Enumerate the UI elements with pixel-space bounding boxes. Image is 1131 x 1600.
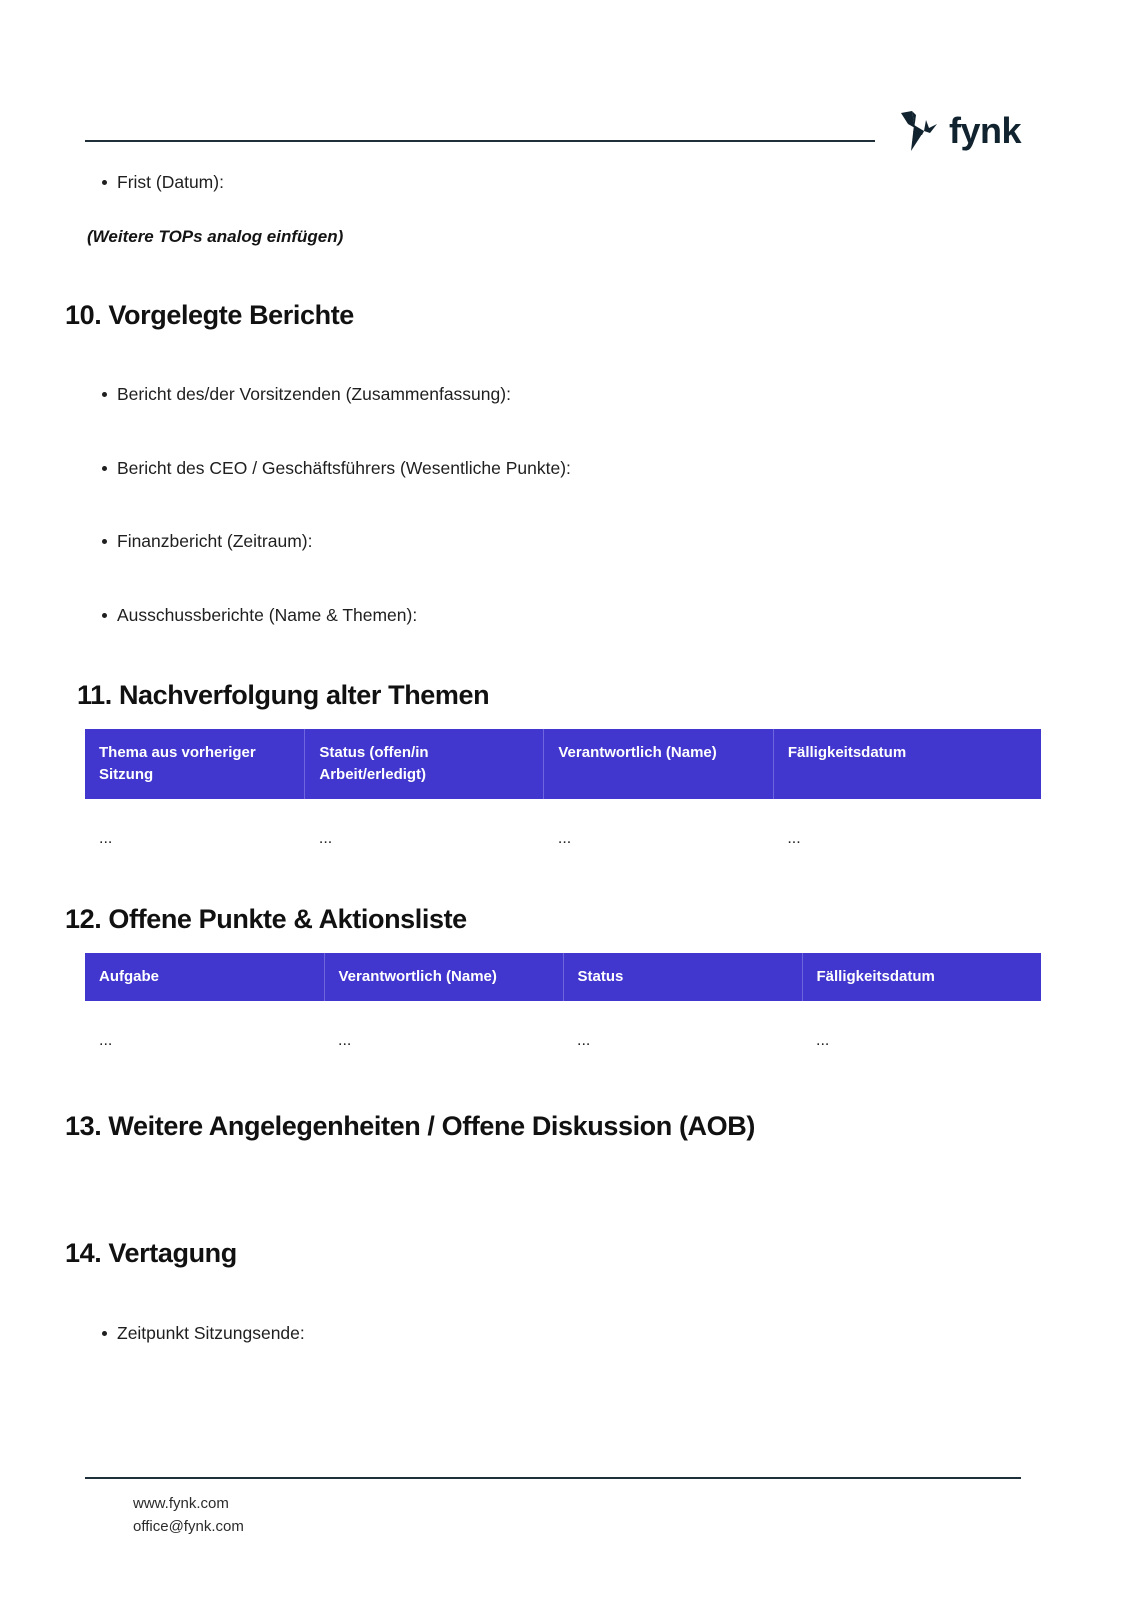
column-header-status: Status xyxy=(563,953,802,1001)
table-nachverfolgung xyxy=(85,729,1041,859)
table-body xyxy=(85,799,1041,860)
table-row xyxy=(85,1001,1041,1062)
spacer xyxy=(65,1271,1041,1321)
list-item-frist: Frist (Datum): xyxy=(65,170,1041,195)
cell-faelligkeitsdatum: ... xyxy=(802,1001,1041,1062)
page-header xyxy=(85,104,1021,160)
list-item: Bericht des/der Vorsitzenden (Zusammenfassung): xyxy=(65,382,1041,407)
table-header-row xyxy=(85,953,1041,1001)
cell-faelligkeitsdatum: ... xyxy=(773,799,1041,860)
spacer xyxy=(65,627,1041,679)
list-item: Bericht des CEO / Geschäftsführers (Wesentliche Punkte): xyxy=(65,456,1041,481)
footer-divider xyxy=(85,1477,1021,1479)
table-head xyxy=(85,729,1041,799)
footer-website[interactable]: www.fynk.com xyxy=(133,1495,229,1512)
footer-email[interactable]: office@fynk.com xyxy=(133,1517,244,1535)
spacer xyxy=(65,1062,1041,1110)
heading-section-13: 13. Weitere Angelegenheiten / Offene Diskussion (AOB) xyxy=(65,1110,755,1141)
page-footer xyxy=(85,1477,1021,1538)
list-section-10 xyxy=(65,382,1041,627)
spacer xyxy=(65,332,1041,382)
cell-verantwortlich: ... xyxy=(544,799,773,860)
table-aktionsliste xyxy=(85,953,1041,1062)
column-header-thema: Thema aus vorheriger Sitzung xyxy=(85,729,305,799)
cell-thema: ... xyxy=(85,799,305,860)
table-body xyxy=(85,1001,1041,1062)
heading-section-11: 11. Nachverfolgung alter Themen xyxy=(77,680,490,711)
table-head xyxy=(85,953,1041,1001)
header-divider xyxy=(85,140,875,142)
table-header-row xyxy=(85,729,1041,799)
list-item-sitzungsende: Zeitpunkt Sitzungsende: xyxy=(65,1321,1041,1346)
list-item: Finanzbericht (Zeitraum): xyxy=(65,529,1041,554)
footer-contact xyxy=(85,1493,1021,1538)
spacer xyxy=(65,195,1041,227)
column-header-status: Status (offen/in Arbeit/erledigt) xyxy=(305,729,544,799)
list-item: Ausschussberichte (Name & Themen): xyxy=(65,603,1041,628)
list-section-14 xyxy=(65,1321,1041,1346)
note-weitere-tops: (Weitere TOPs analog einfügen) xyxy=(87,226,344,246)
heading-section-14: 14. Vertagung xyxy=(65,1238,237,1269)
column-header-aufgabe: Aufgabe xyxy=(85,953,324,1001)
cell-aufgabe: ... xyxy=(85,1001,324,1062)
spacer xyxy=(65,859,1041,903)
brand-wordmark: fynk xyxy=(948,110,1021,151)
document-body xyxy=(65,170,1041,1346)
column-header-verantwortlich: Verantwortlich (Name) xyxy=(544,729,773,799)
table-row xyxy=(85,799,1041,860)
table-wrapper-section-11 xyxy=(65,729,1041,859)
cell-verantwortlich: ... xyxy=(324,1001,563,1062)
column-header-verantwortlich: Verantwortlich (Name) xyxy=(324,953,563,1001)
heading-section-12: 12. Offene Punkte & Aktionsliste xyxy=(65,904,467,935)
origami-bird-icon xyxy=(899,109,939,153)
cell-status: ... xyxy=(305,799,544,860)
heading-section-10: 10. Vorgelegte Berichte xyxy=(65,299,354,330)
cell-status: ... xyxy=(563,1001,802,1062)
spacer xyxy=(65,247,1041,299)
spacer xyxy=(65,1143,1041,1237)
column-header-faelligkeitsdatum: Fälligkeitsdatum xyxy=(802,953,1041,1001)
bullet-list-continued xyxy=(65,170,1041,195)
table-wrapper-section-12 xyxy=(65,953,1041,1062)
brand-logo xyxy=(899,109,1021,155)
column-header-faelligkeitsdatum: Fälligkeitsdatum xyxy=(773,729,1041,799)
